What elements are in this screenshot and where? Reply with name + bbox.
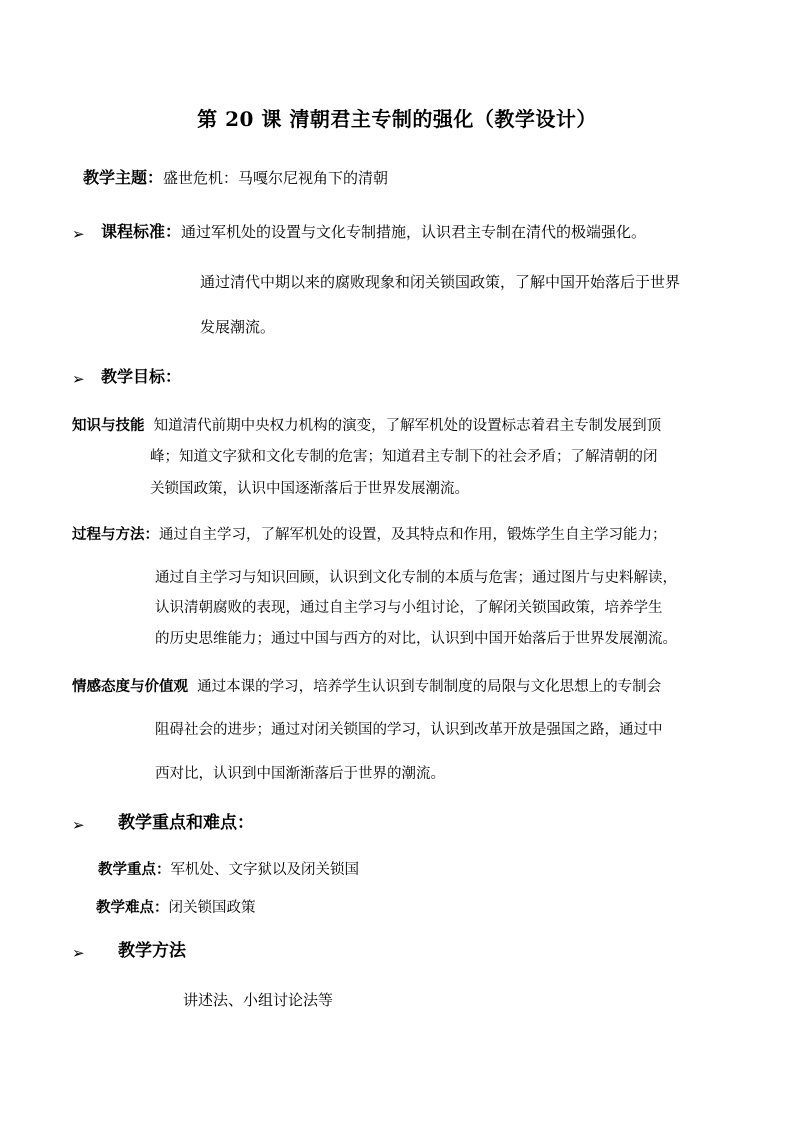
standard-label: 课程标准：: [101, 222, 182, 241]
knowledge-line: [72, 415, 661, 436]
process-label: 过程与方法：: [72, 527, 159, 543]
theme-value: 盛世危机：马嘎尔尼视角下的清朝: [163, 169, 389, 187]
bullet-arrow-icon: ➢: [72, 370, 85, 388]
values-line-3: 西对比，认识到中国渐渐落后于世界的潮流。: [155, 766, 445, 782]
process-line-2: 通过自主学习与知识回顾，认识到文化专制的本质与危害；通过图片与史料解读，: [155, 570, 677, 586]
knowledge-line-1: 知道清代前期中央权力机构的演变，了解军机处的设置标志着君主专制发展到顶: [153, 418, 662, 434]
difficulty-label: 教学难点：: [96, 900, 169, 916]
difficulty-line: [96, 897, 256, 918]
focus-line: [98, 859, 359, 880]
focus-label: 教学重点：: [98, 862, 171, 878]
standard-line-3: 发展潮流。: [200, 318, 276, 336]
objectives-heading: 教学目标：: [101, 367, 182, 386]
theme-line: [83, 167, 388, 189]
bullet-arrow-icon: ➢: [72, 816, 85, 834]
focus-value: 军机处、文字狱以及闭关锁国: [170, 862, 359, 878]
process-line: [72, 524, 667, 545]
process-line-1: 通过自主学习，了解军机处的设置，及其特点和作用，锻炼学生自主学习能力；: [159, 527, 667, 543]
bullet-arrow-icon: ➢: [72, 225, 85, 243]
difficulty-value: 闭关锁国政策: [168, 900, 256, 916]
methods-value: 讲述法、小组讨论法等: [183, 991, 334, 1009]
knowledge-label: 知识与技能: [72, 418, 145, 434]
methods-heading: 教学方法: [118, 941, 186, 961]
knowledge-line-3: 关锁国政策，认识中国逐渐落后于世界发展潮流。: [150, 481, 469, 497]
standard-line-2: 通过清代中期以来的腐败现象和闭关锁国政策，了解中国开始落后于世界: [200, 273, 681, 291]
theme-label: 教学主题：: [83, 168, 164, 187]
process-line-4: 的历史思维能力；通过中国与西方的对比，认识到中国开始落后于世界发展潮流。: [155, 631, 677, 647]
standard-line: [101, 221, 646, 243]
values-line: [72, 676, 661, 697]
values-line-2: 阻碍社会的进步；通过对闭关锁国的学习，认识到改革开放是强国之路，通过中: [155, 722, 663, 738]
page-title: 第 20 课 清朝君主专制的强化（教学设计）: [197, 107, 597, 131]
values-label: 情感态度与价值观: [72, 679, 188, 695]
bullet-arrow-icon: ➢: [72, 944, 85, 962]
process-line-3: 认识清朝腐败的表现，通过自主学习与小组讨论，了解闭关锁国政策，培养学生: [155, 600, 663, 616]
standard-line-1: 通过军机处的设置与文化专制措施，认识君主专制在清代的极端强化。: [181, 223, 647, 241]
keypoints-heading: 教学重点和难点：: [118, 813, 254, 833]
knowledge-line-2: 峰；知道文字狱和文化专制的危害；知道君主专制下的社会矛盾；了解清朝的闭: [150, 449, 658, 465]
values-line-1: 通过本课的学习，培养学生认识到专制制度的局限与文化思想上的专制会: [197, 679, 662, 695]
